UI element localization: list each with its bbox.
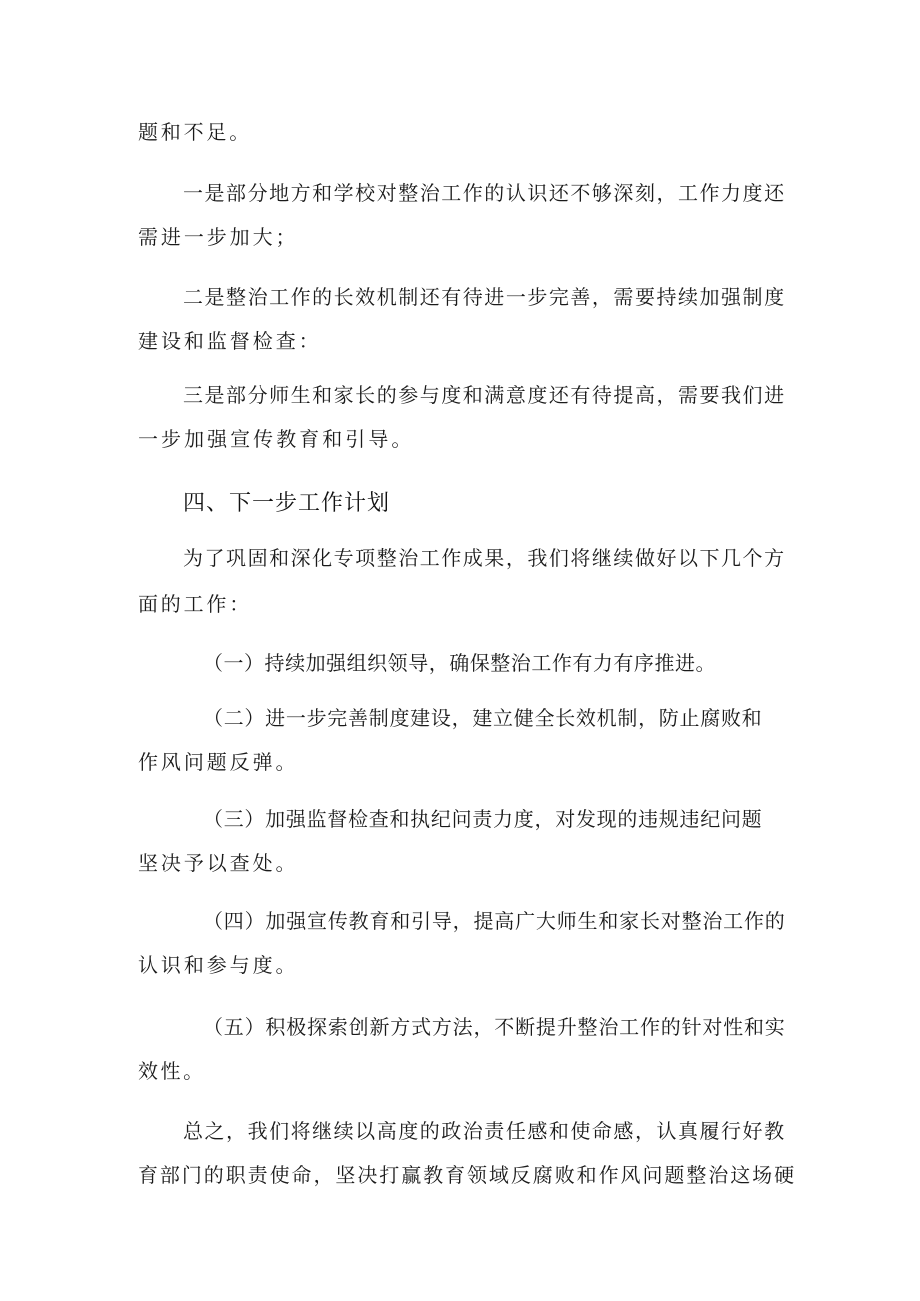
plan-item-4-line-2: 认识和参与度。 (138, 953, 299, 977)
paragraph-issue-3-line-1: 三是部分师生和家长的参与度和满意度还有待提高，需要我们进 (183, 383, 786, 407)
plan-item-4-line-1: （四）加强宣传教育和引导，提高广大师生和家长对整治工作的 (203, 909, 786, 933)
paragraph-conclusion-line-1: 总之，我们将继续以高度的政治责任感和使命感，认真履行好教 (183, 1119, 786, 1143)
section-heading: 四、下一步工作计划 (183, 491, 391, 516)
plan-item-2-line-2: 作风问题反弹。 (138, 750, 299, 774)
plan-item-2-line-1: （二）进一步完善制度建设，建立健全长效机制，防止腐败和 (203, 706, 763, 730)
paragraph-issue-3-line-2: 一步加强宣传教育和引导。 (138, 427, 415, 451)
paragraph-issue-1-line-2: 需进一步加大； (138, 225, 299, 249)
paragraph-issue-2-line-1: 二是整治工作的长效机制还有待进一步完善，需要持续加强制度 (183, 285, 786, 309)
paragraph-intro-line-2: 面的工作： (138, 592, 252, 616)
plan-item-3-line-2: 坚决予以查处。 (138, 851, 299, 875)
paragraph-issue-2-line-2: 建设和监督检查： (138, 329, 322, 353)
paragraph-conclusion-line-2: 育部门的职责使命，坚决打赢教育领域反腐败和作风问题整治这场硬 (138, 1163, 796, 1187)
paragraph-continuation: 题和不足。 (138, 120, 252, 144)
paragraph-intro-line-1: 为了巩固和深化专项整治工作成果，我们将继续做好以下几个方 (183, 546, 786, 570)
plan-item-5-line-2: 效性。 (138, 1059, 206, 1083)
paragraph-issue-1-line-1: 一是部分地方和学校对整治工作的认识还不够深刻，工作力度还 (183, 181, 786, 205)
plan-item-1: （一）持续加强组织领导，确保整治工作有力有序推进。 (203, 651, 716, 675)
plan-item-5-line-1: （五）积极探索创新方式方法，不断提升整治工作的针对性和实 (203, 1015, 786, 1039)
plan-item-3-line-1: （三）加强监督检查和执纪问责力度，对发现的违规违纪问题 (203, 807, 763, 831)
